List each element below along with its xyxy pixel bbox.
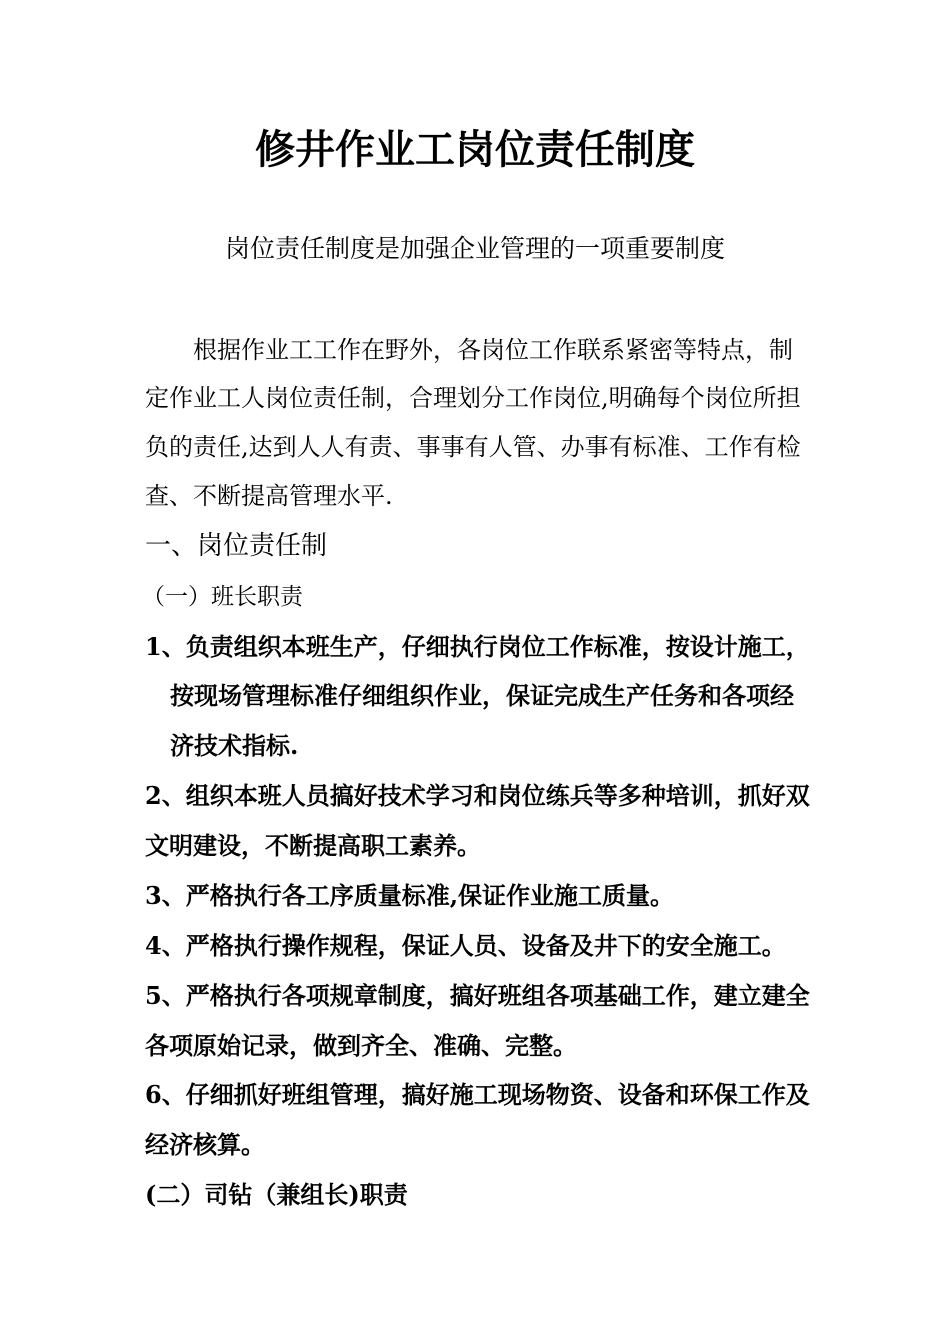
intro-line-3: 负的责任,达到人人有责、事事有人管、办事有标准、工作有检 (145, 433, 801, 461)
item-2-line-2: 文明建设，不断提高职工素养。 (145, 831, 481, 860)
subsection-heading-2: (二）司钻（兼组长)职责 (145, 1180, 408, 1209)
item-4-line-1: 4、严格执行操作规程，保证人员、设备及井下的安全施工。 (145, 931, 786, 960)
intro-line-1: 根据作业工工作在野外，各岗位工作联系紧密等特点，制 (193, 336, 793, 364)
item-2-line-1: 2、组织本班人员搞好技术学习和岗位练兵等多种培训，抓好双 (145, 781, 810, 810)
item-6-line-1: 6、仔细抓好班组管理，搞好施工现场物资、设备和环保工作及 (145, 1080, 810, 1109)
item-5-line-2: 各项原始记录，做到齐全、准确、完整。 (145, 1031, 577, 1060)
item-1-line-2: 按现场管理标准仔细组织作业，保证完成生产任务和各项经 (170, 681, 794, 710)
item-1-line-1: 1、负责组织本班生产，仔细执行岗位工作标准，按设计施工， (145, 632, 810, 661)
intro-line-2: 定作业工人岗位责任制，合理划分工作岗位,明确每个岗位所担 (145, 384, 801, 412)
item-3-line-1: 3、严格执行各工序质量标准,保证作业施工质量。 (145, 881, 675, 910)
item-6-line-2: 经济核算。 (145, 1130, 265, 1159)
item-1-line-3: 济技术指标. (170, 731, 299, 760)
subsection-heading-1: （一）班长职责 (142, 584, 303, 610)
item-5-line-1: 5、严格执行各项规章制度，搞好班组各项基础工作，建立建全 (145, 981, 810, 1010)
intro-line-4: 查、不断提高管理水平. (145, 482, 393, 510)
document-subtitle: 岗位责任制度是加强企业管理的一项重要制度 (224, 234, 725, 263)
section-heading-1: 一、岗位责任制 (145, 531, 328, 561)
document-title: 修井作业工岗位责任制度 (255, 127, 695, 173)
